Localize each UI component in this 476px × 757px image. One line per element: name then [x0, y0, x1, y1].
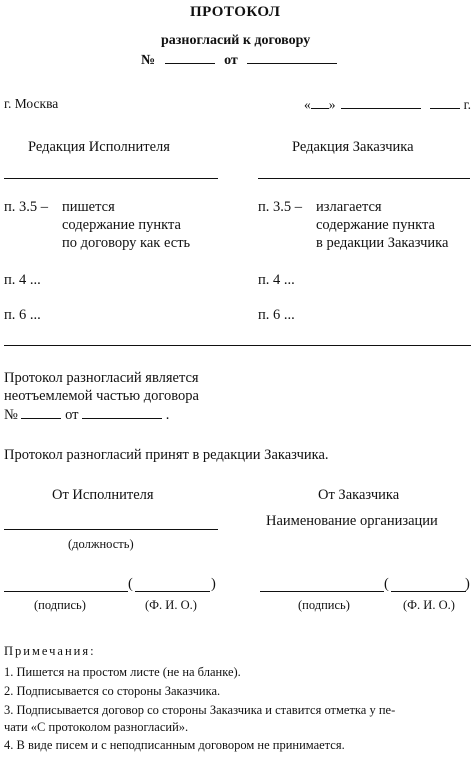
note-item: чати «С протоколом разногласий». — [4, 720, 189, 734]
ref-date-blank — [82, 406, 162, 419]
position-label: (должность) — [68, 537, 134, 551]
close-quote: » — [328, 97, 336, 112]
right-item-num: п. 6 ... — [258, 307, 295, 323]
left-signature-title: От Исполнителя — [52, 487, 154, 503]
number-sign: № — [4, 407, 18, 423]
right-fio-line — [391, 591, 466, 592]
note-item: 1. Пишется на простом листе (не на бланке). — [4, 665, 241, 679]
contract-date-blank — [247, 51, 337, 64]
left-close-paren: ) — [211, 576, 216, 592]
right-item-line: содержание пункта — [316, 217, 435, 233]
right-header-rule — [258, 178, 470, 179]
number-sign: № — [141, 53, 156, 68]
left-item-num: п. 6 ... — [4, 307, 41, 323]
right-item-num: п. 3.5 – — [258, 199, 303, 215]
left-fio-label: (Ф. И. О.) — [145, 598, 197, 612]
right-open-paren: ( — [384, 576, 389, 592]
day-blank — [311, 96, 329, 109]
position-line — [4, 529, 218, 530]
date-word: от — [224, 53, 238, 68]
left-sign-label: (подпись) — [34, 598, 86, 612]
left-column-header: Редакция Исполнителя — [28, 139, 170, 155]
left-sign-line — [4, 591, 128, 592]
right-sign-line — [260, 591, 384, 592]
document-subtitle: разногласий к договору — [161, 33, 311, 48]
paragraph-contract-ref — [4, 406, 169, 424]
section-divider — [4, 345, 471, 346]
year-suffix: г. — [463, 97, 472, 112]
right-fio-label: (Ф. И. О.) — [403, 598, 455, 612]
left-item-line: по договору как есть — [62, 235, 191, 251]
left-item-line: содержание пункта — [62, 217, 181, 233]
right-item-line: излагается — [316, 199, 382, 215]
left-item-num: п. 4 ... — [4, 272, 41, 288]
city: г. Москва — [4, 96, 59, 111]
notes-heading: Примечания: — [4, 644, 96, 658]
paragraph-line: Протокол разногласий является — [4, 370, 199, 386]
document-title: ПРОТОКОЛ — [190, 4, 281, 20]
document-date-line — [304, 96, 471, 113]
note-item: 2. Подписывается со стороны Заказчика. — [4, 684, 221, 698]
right-signature-title: От Заказчика — [318, 487, 400, 503]
note-item: 3. Подписывается договор со стороны Заказчика и ставится отметка у пе- — [4, 703, 396, 717]
from-word: от — [65, 407, 79, 423]
right-column-header: Редакция Заказчика — [292, 139, 414, 155]
left-fio-line — [135, 591, 210, 592]
ref-number-blank — [21, 406, 61, 419]
left-open-paren: ( — [128, 576, 133, 592]
note-item: 4. В виде писем и с неподписанным договором не принимается. — [4, 738, 345, 752]
left-item-num: п. 3.5 – — [4, 199, 49, 215]
contract-number-blank — [165, 51, 215, 64]
right-close-paren: ) — [465, 576, 470, 592]
left-item-line: пишется — [62, 199, 115, 215]
open-quote: « — [304, 97, 311, 112]
organization-name: Наименование организации — [266, 513, 438, 529]
right-item-num: п. 4 ... — [258, 272, 295, 288]
contract-number-line — [141, 51, 337, 69]
left-header-rule — [4, 178, 218, 179]
month-blank — [341, 96, 421, 109]
right-sign-label: (подпись) — [298, 598, 350, 612]
year-blank — [430, 96, 460, 109]
acceptance-paragraph: Протокол разногласий принят в редакции Заказчика. — [4, 447, 329, 463]
right-item-line: в редакции Заказчика — [316, 235, 449, 251]
paragraph-line: неотъемлемой частью договора — [4, 388, 199, 404]
period: . — [165, 407, 170, 423]
